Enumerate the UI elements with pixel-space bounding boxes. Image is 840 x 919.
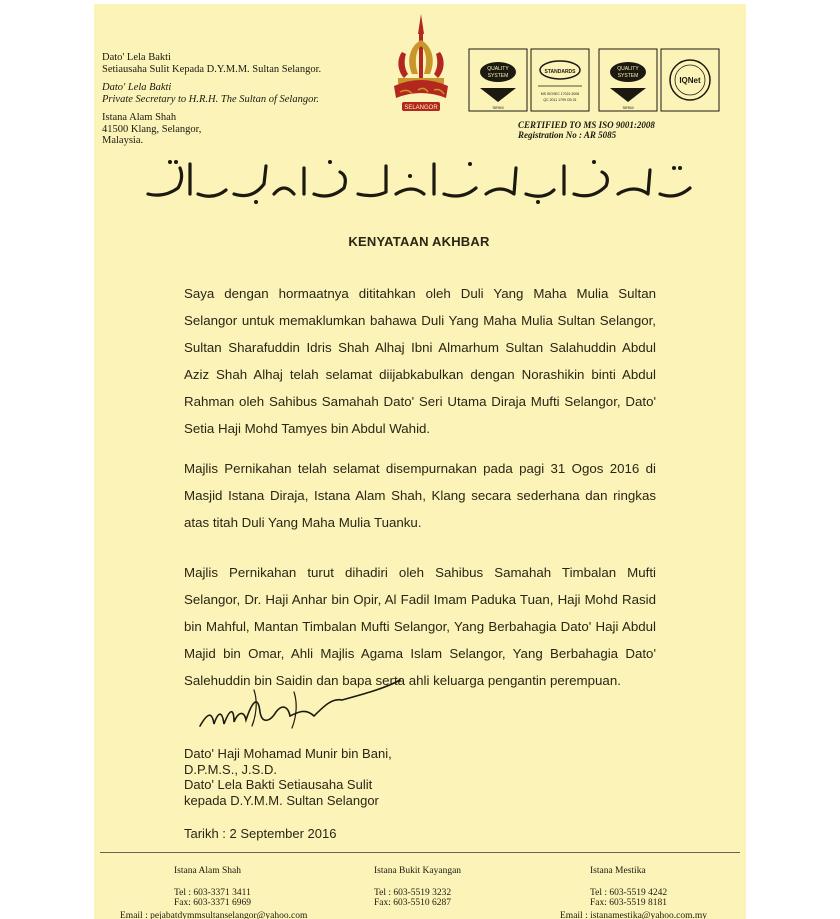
- badge1-top: QUALITY: [487, 66, 509, 72]
- office-subtitle-en: Private Secretary to H.R.H. The Sultan of Selangor.: [102, 93, 319, 105]
- certification-badges: [468, 48, 720, 114]
- signer-title-2: kepada D.Y.M.M. Sultan Selangor: [184, 792, 379, 808]
- address-line-3: Malaysia.: [102, 135, 144, 146]
- address-line-2: 41500 Klang, Selangor,: [102, 123, 202, 135]
- footer-email-1[interactable]: Email : pejabatdymmsultanselangor@yahoo.com: [120, 911, 308, 919]
- signer-honours: D.P.M.S., J.S.D.: [184, 761, 277, 777]
- badge4-label: IQNet: [679, 76, 701, 85]
- badge2-line2: QC 2011 1799 CB 01: [543, 98, 577, 102]
- badge2-top: STANDARDS: [544, 69, 576, 75]
- office-title: Dato' Lela Bakti: [102, 52, 171, 63]
- footer-palace-name-2: Istana Bukit Kayangan: [374, 866, 462, 876]
- iqnet-badge: [661, 49, 719, 111]
- certification-line-2: Registration No : AR 5085: [518, 129, 617, 140]
- jawi-calligraphy-title: [134, 154, 704, 206]
- footer-fax-1: Fax: 603-3371 6969: [174, 898, 252, 908]
- office-title-en: Dato' Lela Bakti: [102, 82, 172, 93]
- badge3-bottom: SYSTEM: [617, 73, 639, 79]
- badge1-bottom: SYSTEM: [487, 73, 509, 79]
- footer-palace-name-3: Istana Mestika: [590, 866, 646, 876]
- office-subtitle: Setiausaha Sulit Kepada D.Y.M.M. Sultan Selangor.: [102, 63, 322, 75]
- badge3-foot: SIRIM: [622, 105, 634, 110]
- footer-palace-name-1: Istana Alam Shah: [174, 866, 242, 876]
- footer-tel-2: Tel : 603-5519 3232: [374, 887, 452, 898]
- body-paragraph-3: Majlis Pernikahan turut dihadiri oleh Sahibus Samahah Timbalan Mufti Selangor, Dr. Haji Anhar bin Opir, Al Fadil Imam Paduka Tuan, Haji Mohd Rasid bin Mahful, Mantan Timbalan Mufti Selangor, Yang Berbahagia Dato' Haji Abdul Majid bin Omar, Ahli Majlis Agama Islam Selangor, Yang Berbahagia Dato' Salehuddin bin Saidin dan bapa serta ahli keluarga pengantin perempuan.: [184, 565, 656, 688]
- body-paragraph-1: Saya dengan hormaatnya dititahkan oleh Duli Yang Maha Mulia Sultan Selangor untuk memaklumkan bahawa Duli Yang Maha Mulia Sultan Selangor, Sultan Sharafuddin Idris Shah Alhaj Ibni Almarhum Sultan Salahuddin Abdul Aziz Shah Alhaj telah selamat diijabkabulkan dengan Norashikin binti Abdul Rahman oleh Sahibus Samahah Dato' Seri Utama Diraja Mufti Selangor, Dato' Setia Haji Mohd Tamyes bin Abdul Wahid.: [184, 286, 656, 436]
- footer-tel-3: Tel : 603-5519 4242: [590, 887, 668, 898]
- address-line-1: Istana Alam Shah: [102, 112, 177, 123]
- footer-contact-istana-mestika: [590, 866, 720, 909]
- quality-system-badge-2: [599, 49, 657, 111]
- footer-contact-istana-bukit-kayangan: [374, 866, 514, 909]
- standards-malaysia-badge: [531, 49, 589, 111]
- footer-tel-1: Tel : 603-3371 3411: [174, 887, 251, 898]
- badge3-top: QUALITY: [617, 66, 639, 72]
- letter-page: [94, 4, 746, 919]
- signer-name: Dato' Haji Mohamad Munir bin Bani,: [184, 746, 392, 761]
- footer-divider: [100, 852, 740, 853]
- letterhead-office-block: [102, 52, 392, 147]
- certification-line-1: CERTIFIED TO MS ISO 9001:2008: [518, 120, 655, 130]
- badge2-line1: MS ISO/IEC 17021:2006: [540, 92, 580, 96]
- body-paragraph-2: Majlis Pernikahan telah selamat disempurnakan pada pagi 31 Ogos 2016 di Masjid Istana Diraja, Istana Alam Shah, Klang secara sederhana dan ringkas atas titah Duli Yang Maha Mulia Tuanku.: [184, 461, 656, 530]
- signer-title-1: Dato' Lela Bakti Setiausaha Sulit: [184, 777, 373, 792]
- quality-system-badge-1: [469, 49, 527, 111]
- footer-fax-3: Fax: 603-5519 8181: [590, 898, 668, 908]
- signer-block: [184, 746, 484, 808]
- handwritten-signature: [194, 672, 404, 740]
- certification-note: [518, 121, 738, 140]
- crest-label: SELANGOR: [404, 105, 438, 111]
- selangor-crest-icon: [388, 12, 454, 124]
- footer-fax-2: Fax: 603-5510 6287: [374, 898, 452, 908]
- footer-email-2[interactable]: Email : istanamestika@yahoo.com.my: [560, 911, 707, 919]
- document-date: Tarikh : 2 September 2016: [184, 826, 337, 841]
- badge1-foot: SIRIM: [492, 105, 504, 110]
- document-heading: KENYATAAN AKHBAR: [348, 234, 490, 249]
- footer-contact-istana-alam-shah: [174, 866, 304, 909]
